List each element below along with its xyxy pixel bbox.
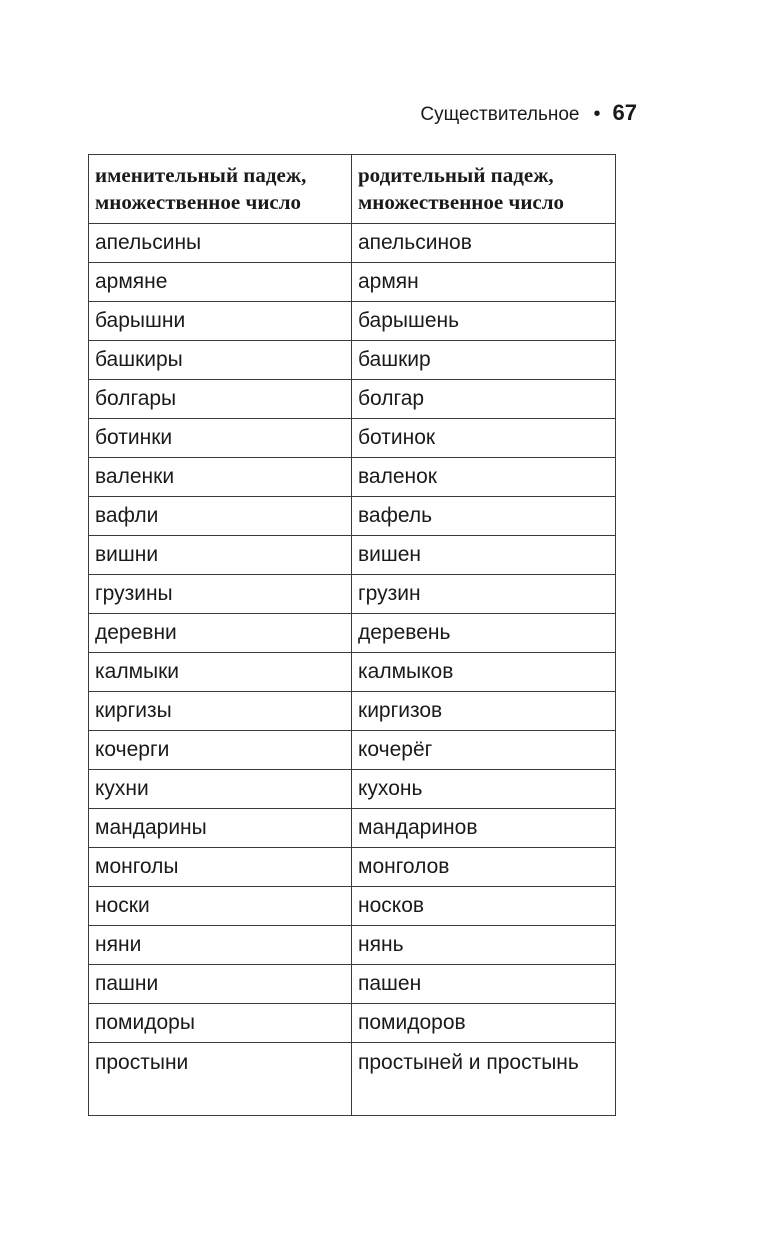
- nominative-cell: апельсины: [89, 224, 352, 263]
- nominative-cell: вафли: [89, 497, 352, 536]
- nominative-cell: кочерги: [89, 731, 352, 770]
- nominative-cell: кухни: [89, 770, 352, 809]
- nominative-cell: пашни: [89, 965, 352, 1004]
- genitive-cell: калмыков: [352, 653, 616, 692]
- genitive-cell: носков: [352, 887, 616, 926]
- nominative-cell: башкиры: [89, 341, 352, 380]
- table-row: [89, 770, 616, 809]
- table-row: [89, 497, 616, 536]
- genitive-cell: башкир: [352, 341, 616, 380]
- column-header-nominative: именительный падеж, множественное число: [89, 155, 352, 224]
- nominative-cell: мандарины: [89, 809, 352, 848]
- table-row: [89, 614, 616, 653]
- table-row: [89, 848, 616, 887]
- genitive-cell: помидоров: [352, 1004, 616, 1043]
- nominative-cell: простыни: [89, 1043, 352, 1116]
- genitive-cell: болгар: [352, 380, 616, 419]
- genitive-cell: ботинок: [352, 419, 616, 458]
- table-row: [89, 302, 616, 341]
- nominative-cell: монголы: [89, 848, 352, 887]
- table-row: [89, 419, 616, 458]
- genitive-cell: барышень: [352, 302, 616, 341]
- genitive-cell: армян: [352, 263, 616, 302]
- table-row: [89, 575, 616, 614]
- page-number: 67: [612, 100, 637, 125]
- genitive-cell: вишен: [352, 536, 616, 575]
- nominative-cell: болгары: [89, 380, 352, 419]
- nominative-cell: валенки: [89, 458, 352, 497]
- noun-case-table: [88, 154, 616, 1116]
- table-row: [89, 263, 616, 302]
- nominative-cell: вишни: [89, 536, 352, 575]
- nominative-cell: деревни: [89, 614, 352, 653]
- nominative-cell: барышни: [89, 302, 352, 341]
- table-row: [89, 887, 616, 926]
- genitive-cell: кухонь: [352, 770, 616, 809]
- table-row: [89, 731, 616, 770]
- genitive-cell: киргизов: [352, 692, 616, 731]
- genitive-cell: мандаринов: [352, 809, 616, 848]
- genitive-cell: апельсинов: [352, 224, 616, 263]
- nominative-cell: калмыки: [89, 653, 352, 692]
- nominative-cell: киргизы: [89, 692, 352, 731]
- genitive-cell: валенок: [352, 458, 616, 497]
- table-row: [89, 926, 616, 965]
- section-title: Существительное: [420, 104, 580, 125]
- nominative-cell: армяне: [89, 263, 352, 302]
- table-row: [89, 1043, 616, 1116]
- table-row: [89, 458, 616, 497]
- column-header-genitive: родительный падеж, множественное число: [352, 155, 616, 224]
- genitive-cell: нянь: [352, 926, 616, 965]
- nominative-cell: грузины: [89, 575, 352, 614]
- nominative-cell: носки: [89, 887, 352, 926]
- genitive-cell: вафель: [352, 497, 616, 536]
- table-row: [89, 809, 616, 848]
- table-row: [89, 341, 616, 380]
- table-row: [89, 965, 616, 1004]
- table-row: [89, 653, 616, 692]
- table-row: [89, 692, 616, 731]
- nominative-cell: няни: [89, 926, 352, 965]
- genitive-cell: пашен: [352, 965, 616, 1004]
- genitive-cell: кочерёг: [352, 731, 616, 770]
- nominative-cell: ботинки: [89, 419, 352, 458]
- genitive-cell: монголов: [352, 848, 616, 887]
- bullet-separator: •: [593, 103, 601, 125]
- table-row: [89, 380, 616, 419]
- genitive-cell: грузин: [352, 575, 616, 614]
- table-row: [89, 224, 616, 263]
- table-row: [89, 536, 616, 575]
- genitive-cell: деревень: [352, 614, 616, 653]
- table-header-row: [89, 155, 616, 224]
- nominative-cell: помидоры: [89, 1004, 352, 1043]
- table-row: [89, 1004, 616, 1043]
- running-head: [420, 101, 637, 127]
- genitive-cell: простыней и простынь: [352, 1043, 616, 1116]
